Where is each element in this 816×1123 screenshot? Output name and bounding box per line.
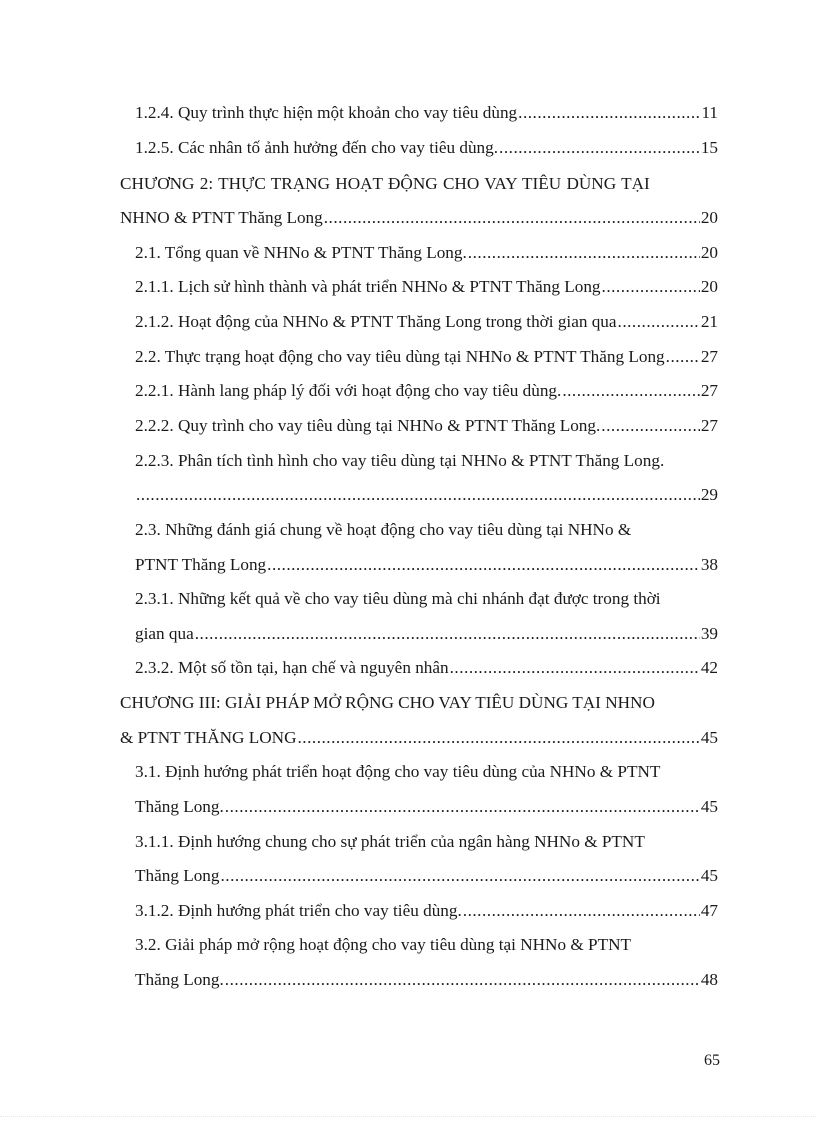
toc-chapter-3-heading-cont bbox=[120, 725, 718, 751]
toc-entry-page: 20 bbox=[700, 277, 718, 296]
toc-leader-dots bbox=[666, 344, 700, 370]
toc-entry-page: 48 bbox=[700, 970, 718, 989]
toc-entry-2-2-2 bbox=[135, 413, 718, 439]
toc-entry-text: PTNT Thăng Long bbox=[135, 555, 267, 574]
toc-entry-text: Thăng Long bbox=[135, 866, 220, 885]
toc-entry-text: 1.2.5. Các nhân tố ảnh hưởng đến cho vay tiêu dùng. bbox=[135, 138, 499, 157]
toc-entry-page: 20 bbox=[700, 208, 718, 227]
toc-entry-text: 2.2.3. Phân tích tình hình cho vay tiêu dùng tại NHNo & PTNT Thăng Long. bbox=[135, 451, 665, 470]
toc-entry-text: 3.1.2. Định hướng phát triển cho vay tiêu dùng. bbox=[135, 901, 462, 920]
toc-chapter-2-heading bbox=[120, 171, 720, 197]
toc-entry-text: 2.2.1. Hành lang pháp lý đối với hoạt động cho vay tiêu dùng. bbox=[135, 381, 562, 400]
toc-entry-text: 2.3.2. Một số tồn tại, hạn chế và nguyên nhân bbox=[135, 658, 449, 677]
toc-entry-text: CHƯƠNG III: GIẢI PHÁP MỞ RỘNG CHO VAY TIÊU DÙNG TẠI NHNO bbox=[120, 693, 655, 712]
toc-entry-text: CHƯƠNG 2: THỰC TRẠNG HOẠT ĐỘNG CHO VAY TIÊU DÙNG TẠI bbox=[120, 174, 650, 193]
toc-entry-page: 45 bbox=[700, 797, 718, 816]
toc-entry-2-3-cont bbox=[135, 552, 718, 578]
toc-entry-2-2-3-cont bbox=[135, 482, 718, 508]
toc-leader-dots bbox=[601, 413, 700, 439]
toc-leader-dots bbox=[225, 967, 700, 993]
toc-entry-2-3-1 bbox=[135, 586, 718, 612]
toc-leader-dots bbox=[298, 725, 700, 751]
toc-entry-text: 3.2. Giải pháp mở rộng hoạt động cho vay tiêu dùng tại NHNo & PTNT bbox=[135, 935, 631, 954]
toc-entry-3-2-cont bbox=[135, 967, 718, 993]
page-number: 65 bbox=[704, 1052, 720, 1069]
toc-entry-text: 2.2.2. Quy trình cho vay tiêu dùng tại NHNo & PTNT Thăng Long. bbox=[135, 416, 601, 435]
toc-leader-dots bbox=[136, 482, 700, 508]
toc-entry-page: 45 bbox=[700, 728, 718, 747]
toc-entry-text: 3.1. Định hướng phát triển hoạt động cho vay tiêu dùng của NHNo & PTNT bbox=[135, 762, 661, 781]
toc-entry-text: 1.2.4. Quy trình thực hiện một khoản cho vay tiêu dùng bbox=[135, 103, 518, 122]
toc-entry-2-3 bbox=[135, 517, 718, 543]
toc-entry-2-2 bbox=[135, 344, 718, 370]
toc-entry-text: 2.3.1. Những kết quả về cho vay tiêu dùng mà chi nhánh đạt được trong thời bbox=[135, 589, 661, 608]
toc-leader-dots bbox=[324, 205, 700, 231]
toc-entry-page: 11 bbox=[701, 103, 718, 122]
toc-leader-dots bbox=[499, 135, 700, 161]
toc-leader-dots bbox=[518, 100, 700, 126]
toc-entry-page: 21 bbox=[700, 312, 718, 331]
toc-entry-2-1-2 bbox=[135, 309, 718, 335]
toc-entry-text: Thăng Long. bbox=[135, 797, 224, 816]
toc-entry-2-1 bbox=[135, 240, 718, 266]
toc-entry-3-1-2 bbox=[135, 898, 718, 924]
toc-entry-page: 38 bbox=[700, 555, 718, 574]
toc-entry-3-1 bbox=[135, 759, 718, 785]
toc-leader-dots bbox=[221, 863, 700, 889]
toc-leader-dots bbox=[602, 274, 700, 300]
toc-entry-text: 2.2. Thực trạng hoạt động cho vay tiêu dùng tại NHNo & PTNT Thăng Long bbox=[135, 347, 665, 366]
toc-entry-text: 2.3. Những đánh giá chung về hoạt động cho vay tiêu dùng tại NHNo & bbox=[135, 520, 632, 539]
toc-entry-page: 42 bbox=[700, 658, 718, 677]
toc-entry-text: 2.1.2. Hoạt động của NHNo & PTNT Thăng Long trong thời gian qua bbox=[135, 312, 617, 331]
toc-entry-3-1-1-cont bbox=[135, 863, 718, 889]
toc-entry-page: 47 bbox=[700, 901, 718, 920]
toc-entry-3-2 bbox=[135, 932, 718, 958]
toc-leader-dots bbox=[463, 898, 700, 924]
toc-entry-page: 45 bbox=[700, 866, 718, 885]
page-edge-divider bbox=[0, 1116, 816, 1119]
toc-entry-page: 29 bbox=[700, 485, 718, 504]
toc-entry-text: 2.1.1. Lịch sử hình thành và phát triển NHNo & PTNT Thăng Long bbox=[135, 277, 601, 296]
toc-chapter-2-heading-cont bbox=[120, 205, 718, 231]
toc-entry-3-1-cont bbox=[135, 794, 718, 820]
toc-entry-text: Thăng Long. bbox=[135, 970, 224, 989]
toc-entry-text: 3.1.1. Định hướng chung cho sự phát triển của ngân hàng NHNo & PTNT bbox=[135, 832, 645, 851]
toc-entry-1-2-4 bbox=[135, 100, 718, 126]
toc-entry-page: 27 bbox=[700, 381, 718, 400]
toc-entry-3-1-1 bbox=[135, 829, 718, 855]
toc-leader-dots bbox=[267, 552, 700, 578]
toc-entry-page: 27 bbox=[700, 416, 718, 435]
toc-entry-page: 39 bbox=[700, 624, 718, 643]
toc-entry-2-3-2 bbox=[135, 655, 718, 681]
toc-entry-2-3-1-cont bbox=[135, 621, 718, 647]
toc-leader-dots bbox=[562, 378, 700, 404]
toc-entry-page: 20 bbox=[700, 243, 718, 262]
toc-leader-dots bbox=[618, 309, 700, 335]
toc-leader-dots bbox=[225, 794, 700, 820]
toc-entry-1-2-5 bbox=[135, 135, 718, 161]
toc-leader-dots bbox=[195, 621, 700, 647]
toc-entry-page: 27 bbox=[700, 347, 718, 366]
toc-leader-dots bbox=[468, 240, 700, 266]
toc-entry-text: 2.1. Tổng quan về NHNo & PTNT Thăng Long. bbox=[135, 243, 467, 262]
toc-chapter-3-heading bbox=[120, 690, 718, 716]
toc-entry-2-2-1 bbox=[135, 378, 718, 404]
toc-entry-text: gian qua bbox=[135, 624, 194, 643]
toc-entry-page: 15 bbox=[700, 138, 718, 157]
toc-entry-2-1-1 bbox=[135, 274, 718, 300]
toc-leader-dots bbox=[450, 655, 700, 681]
toc-entry-2-2-3 bbox=[135, 448, 718, 474]
toc-entry-text: NHNO & PTNT Thăng Long bbox=[120, 208, 323, 227]
toc-entry-text: & PTNT THĂNG LONG bbox=[120, 728, 297, 747]
